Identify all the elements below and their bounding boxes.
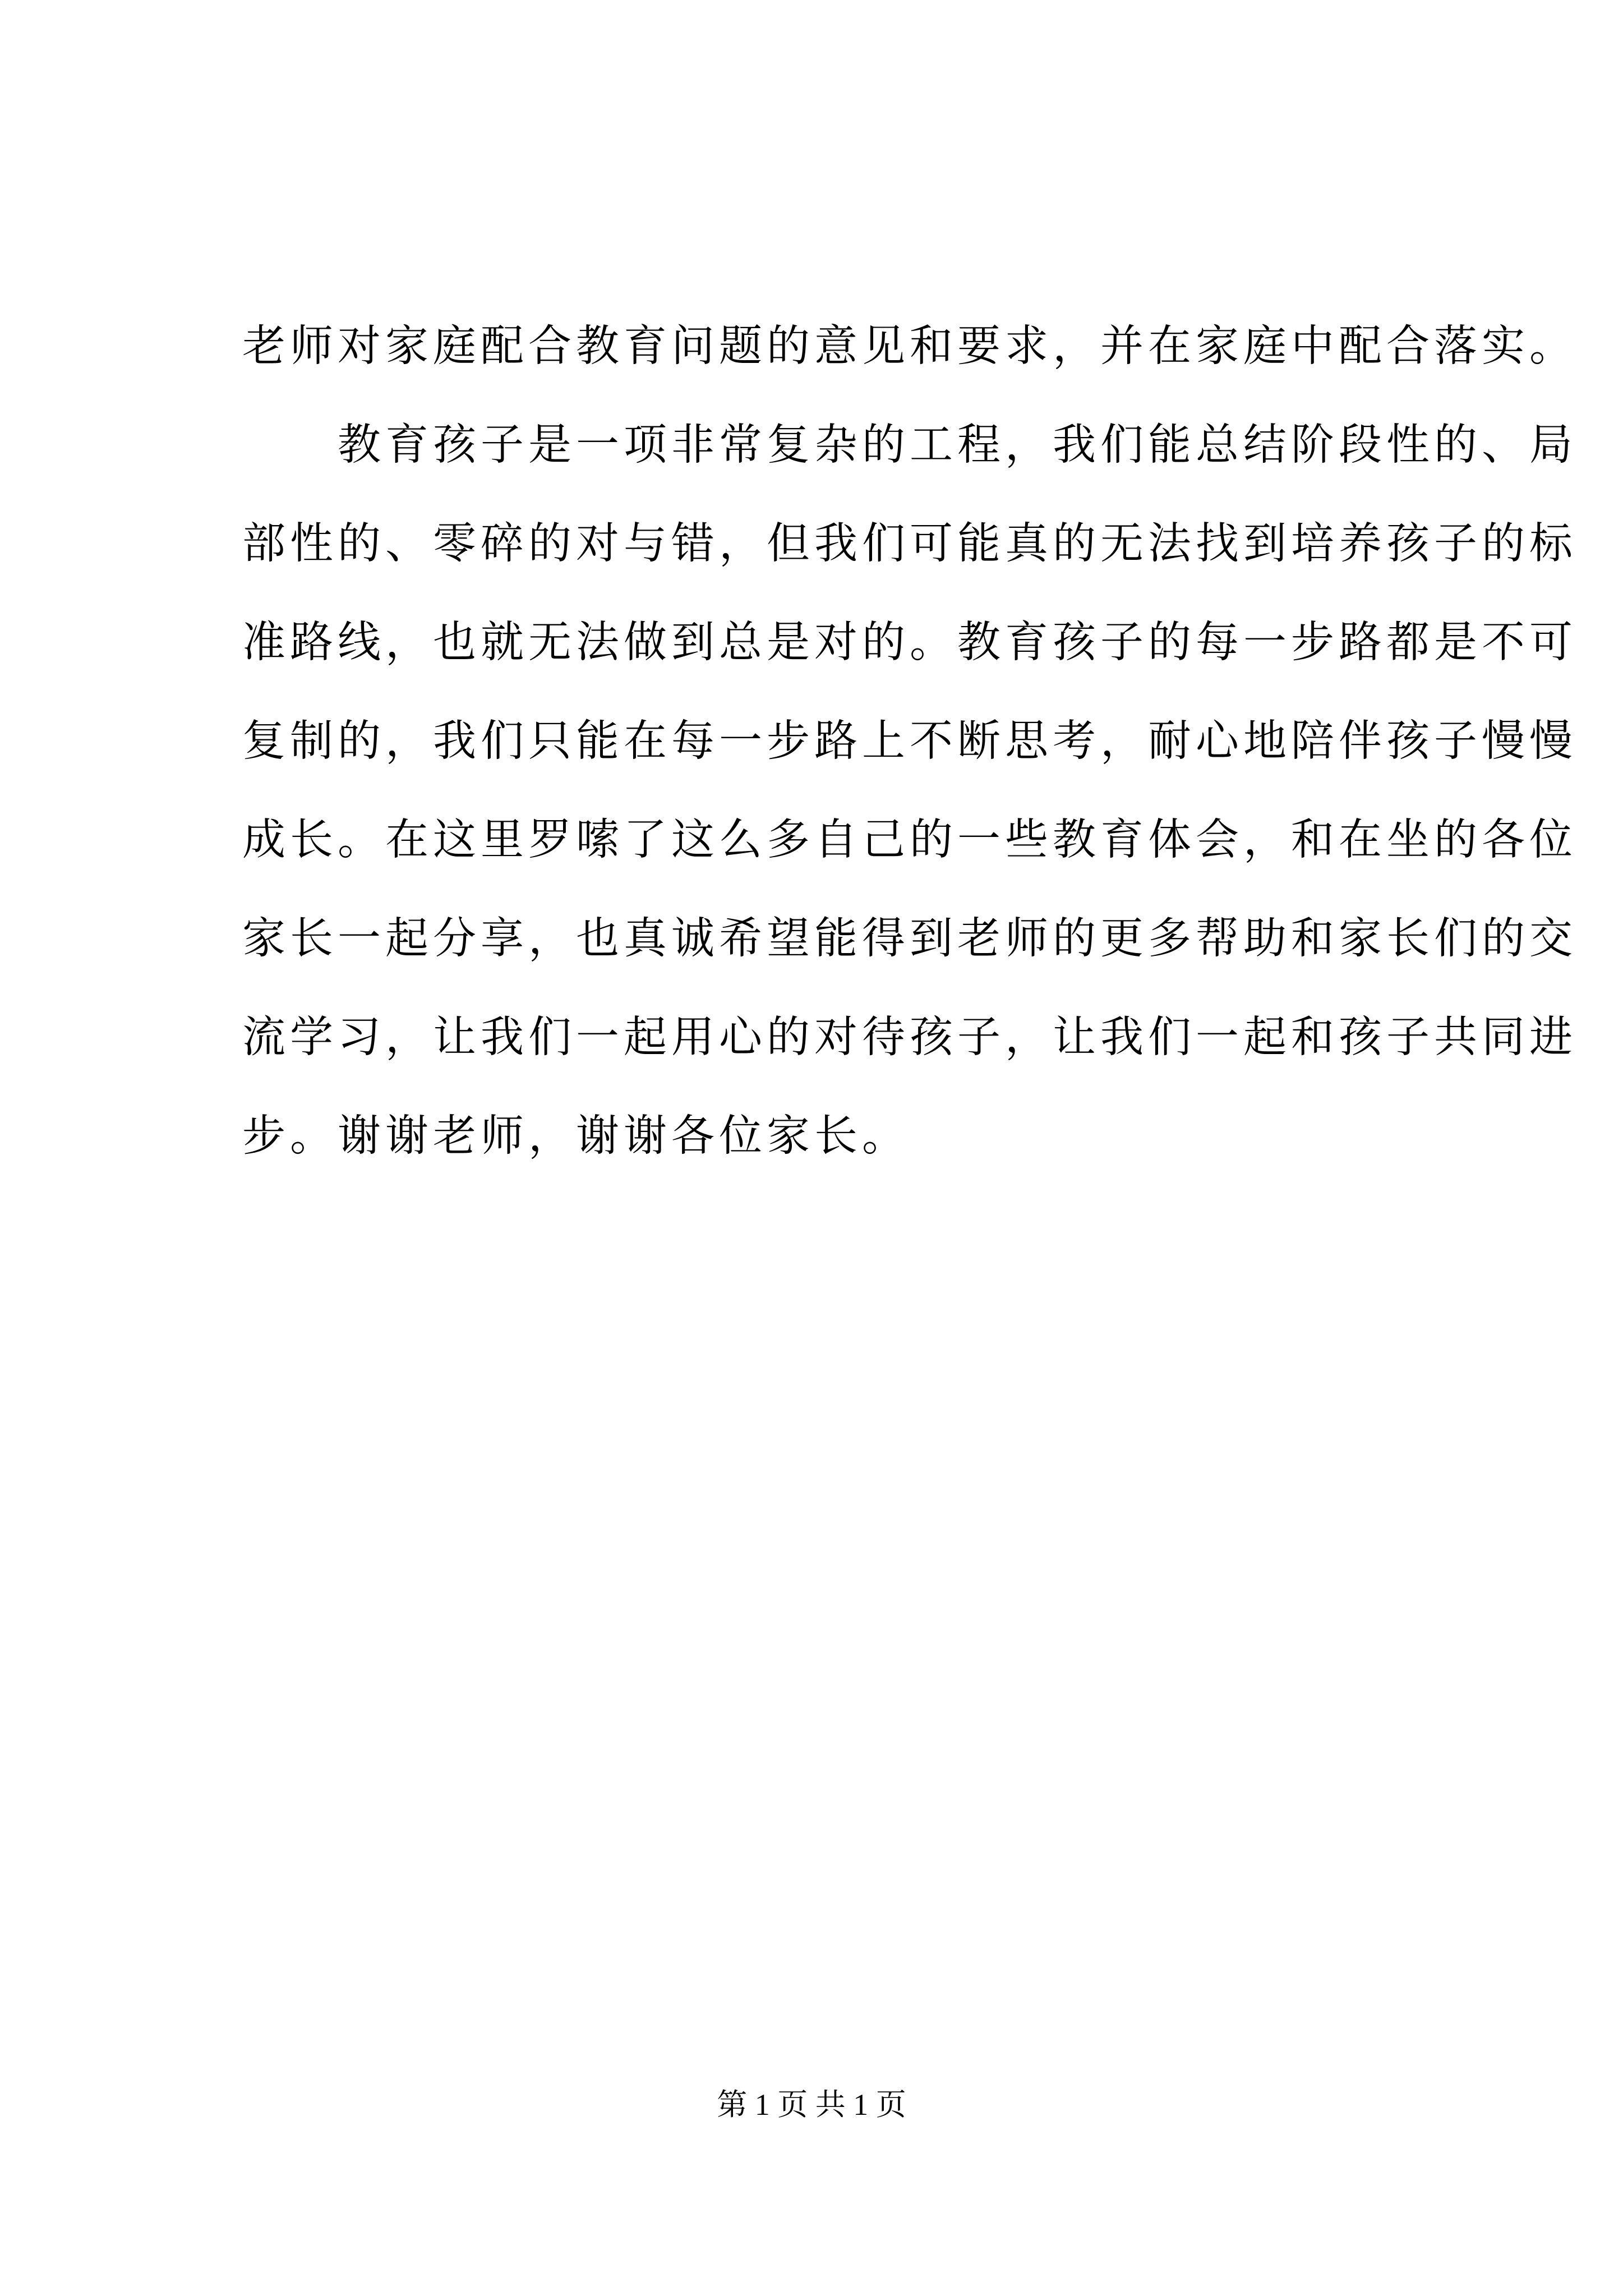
text-line: 流学习，让我们一起用心的对待孩子，让我们一起和孩子共同进 [242,1013,1577,1062]
page-footer: 第 1 页 共 1 页 [717,2088,906,2122]
text-line: 步。谢谢老师，谢谢各位家长。 [242,1111,910,1161]
text-line: 准路线，也就无法做到总是对的。教育孩子的每一步路都是不可 [242,618,1577,668]
text-line: 家长一起分享，也真诚希望能得到老师的更多帮助和家长们的交 [242,914,1577,964]
text-line: 老师对家庭配合教育问题的意见和要求，并在家庭中配合落实。 [242,321,1577,371]
text-line: 成长。在这里罗嗦了这么多自己的一些教育体会，和在坐的各位 [242,815,1577,865]
text-line: 教育孩子是一项非常复杂的工程，我们能总结阶段性的、局 [242,420,1577,470]
text-line: 复制的，我们只能在每一步路上不断思考，耐心地陪伴孩子慢慢 [242,716,1577,766]
text-line: 部性的、零碎的对与错，但我们可能真的无法找到培养孩子的标 [242,519,1577,569]
body-text [242,297,1577,1186]
